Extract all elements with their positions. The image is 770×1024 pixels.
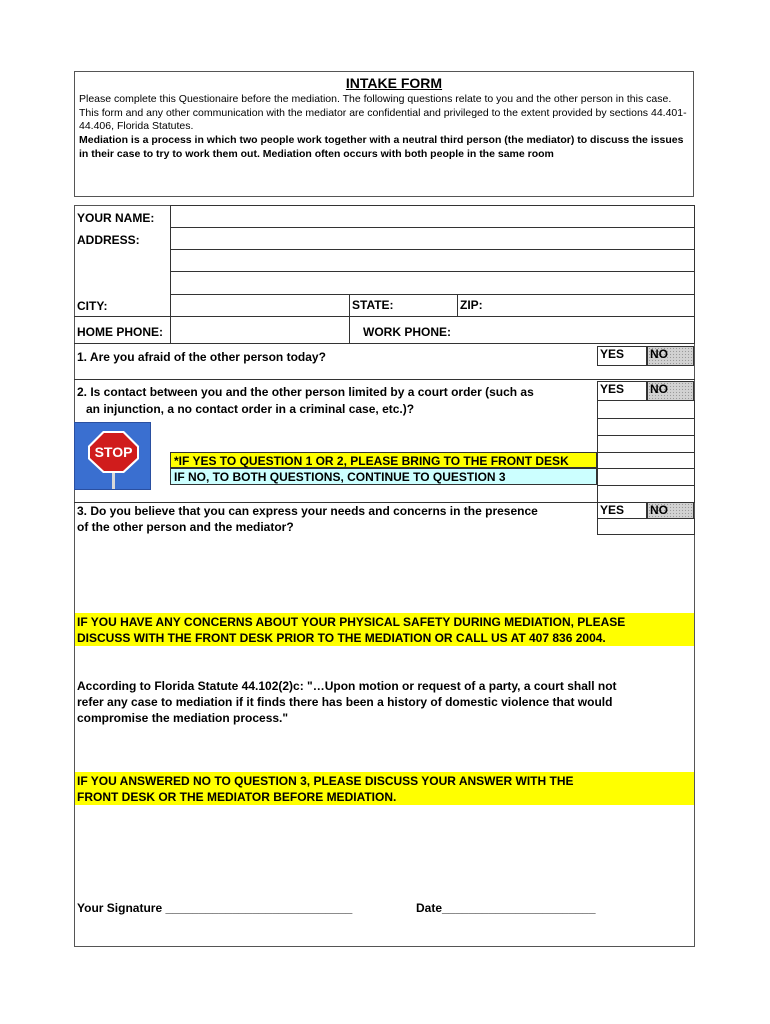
grid-cell	[597, 435, 695, 453]
home-phone-input[interactable]	[170, 316, 350, 344]
home-phone-label: HOME PHONE:	[77, 325, 164, 339]
grid-cell	[597, 418, 695, 436]
q1-no-checkbox[interactable]	[647, 346, 694, 366]
q3-no-checkbox[interactable]	[647, 502, 694, 519]
city-label: CITY:	[77, 299, 108, 313]
form-title: INTAKE FORM	[345, 75, 443, 91]
your-name-input[interactable]	[170, 205, 695, 228]
state-label: STATE:	[352, 298, 394, 312]
if-yes-instruction: *IF YES TO QUESTION 1 OR 2, PLEASE BRING TO THE FRONT DESK	[170, 452, 597, 468]
city-label-underline	[74, 316, 170, 317]
question-1: 1. Are you afraid of the other person today?	[77, 350, 326, 364]
mediation-description: Mediation is a process in which two people work together with a neutral third person (the mediator) to discuss the issues in their case to try to work them out. Mediation often occurs with both people in the same room	[79, 134, 684, 160]
grid-cell	[597, 452, 695, 469]
q2-yes-checkbox[interactable]	[597, 381, 647, 401]
work-phone-input[interactable]	[349, 316, 695, 344]
q1-no-label: NO	[650, 347, 668, 361]
signature-field[interactable]: Your Signature ____________________________	[77, 901, 353, 915]
divider	[74, 379, 695, 380]
intro-text: Please complete this Questionaire before the mediation. The following questions relate to you and the other person in this case. This form and any other communication with the mediator are confidential and privileged to the extent provided by sections 44.401-44.406, Florida Statutes.	[79, 93, 687, 132]
q1-yes-checkbox[interactable]	[597, 346, 647, 366]
divider	[74, 343, 695, 344]
city-input[interactable]	[170, 294, 350, 317]
zip-input[interactable]	[457, 294, 695, 317]
grid-cell	[597, 518, 695, 535]
q3-yes-checkbox[interactable]	[597, 502, 647, 519]
q2-no-label: NO	[650, 382, 668, 396]
zip-label: ZIP:	[460, 298, 483, 312]
statute-line3: compromise the mediation process."	[77, 711, 289, 725]
question-2-line2: an injunction, a no contact order in a criminal case, etc.)?	[86, 402, 415, 416]
grid-cell	[597, 485, 695, 503]
statute-line1: According to Florida Statute 44.102(2)c: "…Upon motion or request of a party, a court shall not	[77, 679, 617, 693]
q1-yes-label: YES	[600, 347, 625, 361]
if-no-instruction: IF NO, TO BOTH QUESTIONS, CONTINUE TO QUESTION 3	[170, 468, 597, 485]
q3-no-notice	[75, 772, 694, 805]
stop-sign-image	[74, 422, 151, 490]
q3-no-label: NO	[650, 503, 668, 517]
stop-sign-text: STOP	[94, 444, 133, 460]
address-line2-input[interactable]	[170, 249, 695, 272]
state-input[interactable]	[349, 294, 458, 317]
q2-yes-label: YES	[600, 382, 625, 396]
safety-notice-line1: IF YOU HAVE ANY CONCERNS ABOUT YOUR PHYSICAL SAFETY DURING MEDIATION, PLEASE	[77, 615, 626, 629]
grid-cell	[597, 468, 695, 486]
work-phone-label: WORK PHONE:	[363, 325, 451, 339]
q3-yes-label: YES	[600, 503, 625, 517]
safety-notice	[75, 613, 694, 646]
question-3-line1: 3. Do you believe that you can express your needs and concerns in the presence	[77, 504, 538, 518]
date-field[interactable]: Date_______________________	[416, 901, 596, 915]
address-label: ADDRESS:	[77, 233, 140, 247]
question-3-line2: of the other person and the mediator?	[77, 520, 294, 534]
q2-no-checkbox[interactable]	[647, 381, 694, 401]
question-2-line1: 2. Is contact between you and the other person limited by a court order (such as	[77, 385, 534, 399]
address-line3-input[interactable]	[170, 271, 695, 295]
address-line1-input[interactable]	[170, 227, 695, 250]
q3-no-notice-line1: IF YOU ANSWERED NO TO QUESTION 3, PLEASE DISCUSS YOUR ANSWER WITH THE	[77, 774, 574, 788]
grid-cell	[597, 400, 695, 419]
q3-no-notice-line2: FRONT DESK OR THE MEDIATOR BEFORE MEDIATION.	[77, 790, 397, 804]
your-name-label: YOUR NAME:	[77, 211, 155, 225]
safety-notice-line2: DISCUSS WITH THE FRONT DESK PRIOR TO THE MEDIATION OR CALL US AT 407 836 2004.	[77, 631, 606, 645]
statute-line2: refer any case to mediation if it finds there has been a history of domestic violence that would	[77, 695, 613, 709]
